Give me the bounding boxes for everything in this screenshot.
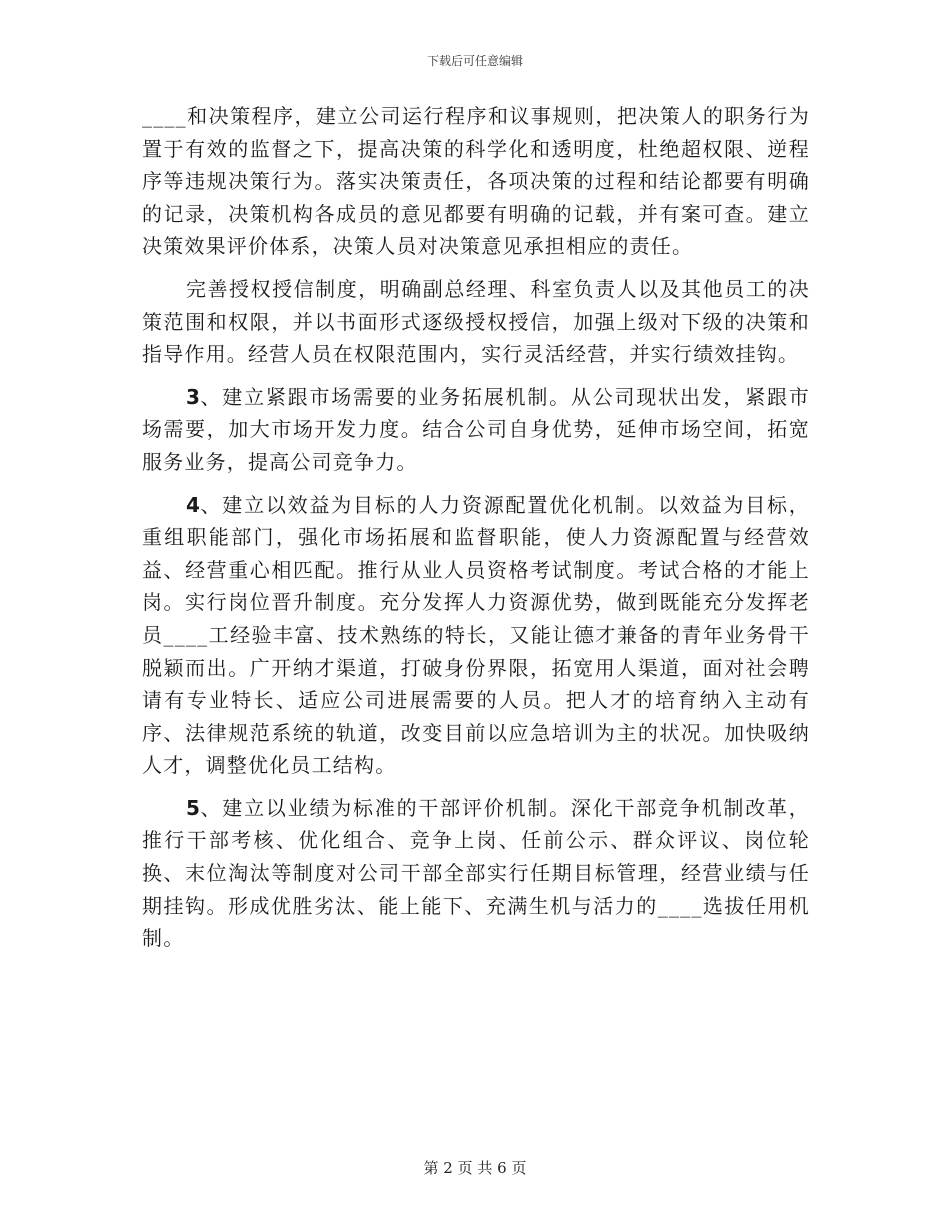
paragraph-item-4 <box>142 489 810 782</box>
page-footer: 第 2 页 共 6 页 <box>423 1159 527 1177</box>
page-header: 下载后可任意编辑 <box>426 54 523 68</box>
paragraph-text: 、建立紧跟市场需要的业务拓展机制。从公司现状出发，紧跟市场需要，加大市场开发力度。结合公司自身优势，延伸市场空间，拓宽服务业务，提高公司竞争力。 <box>142 384 810 474</box>
item-number: 4 <box>186 492 200 517</box>
paragraph-decision-procedure <box>142 100 810 263</box>
item-number: 5 <box>186 795 200 820</box>
paragraph-authorization <box>142 273 810 371</box>
paragraph-text: 、建立以效益为目标的人力资源配置优化机制。以效益为目标，重组职能部门，强化市场拓展和监督职能，使人力资源配置与经营效益、经营重心相匹配。推行从业人员资格考试制度。考试合格的才能上岗。实行岗位晋升制度。充分发挥人力资源优势，做到既能充分发挥老员____工经验丰富、技术熟练的特长，又能让德才兼备的青年业务骨干脱颖而出。广开纳才渠道，打破身份界限，拓宽用人渠道，面对社会聘请有专业特长、适应公司进展需要的人员。把人才的培育纳入主动有序、法律规范系统的轨道，改变目前以应急培训为主的状况。加快吸纳人才，调整优化员工结构。 <box>142 492 810 778</box>
paragraph-text: 完善授权授信制度，明确副总经理、科室负责人以及其他员工的决策范围和权限，并以书面形式逐级授权授信，加强上级对下级的决策和指导作用。经营人员在权限范围内，实行灵活经营，并实行绩效挂钩。 <box>142 276 810 367</box>
paragraph-text: 、建立以业绩为标准的干部评价机制。深化干部竞争机制改革，推行干部考核、优化组合、竞争上岗、任前公示、群众评议、岗位轮换、末位淘汰等制度对公司干部全部实行任期目标管理，经营业绩与任期挂钩。形成优胜劣汰、能上能下、充满生机与活力的____选拔任用机制。 <box>142 795 810 951</box>
item-number: 3 <box>186 384 200 409</box>
paragraph-item-5 <box>142 792 810 955</box>
document-body <box>142 100 810 965</box>
paragraph-text: ____和决策程序，建立公司运行程序和议事规则，把决策人的职务行为置于有效的监督之下，提高决策的科学化和透明度，杜绝超权限、逆程序等违规决策行为。落实决策责任，各项决策的过程和结论都要有明确的记录，决策机构各成员的意见都要有明确的记载，并有案可查。建立决策效果评价体系，决策人员对决策意见承担相应的责任。 <box>142 104 810 259</box>
paragraph-item-3 <box>142 381 810 479</box>
